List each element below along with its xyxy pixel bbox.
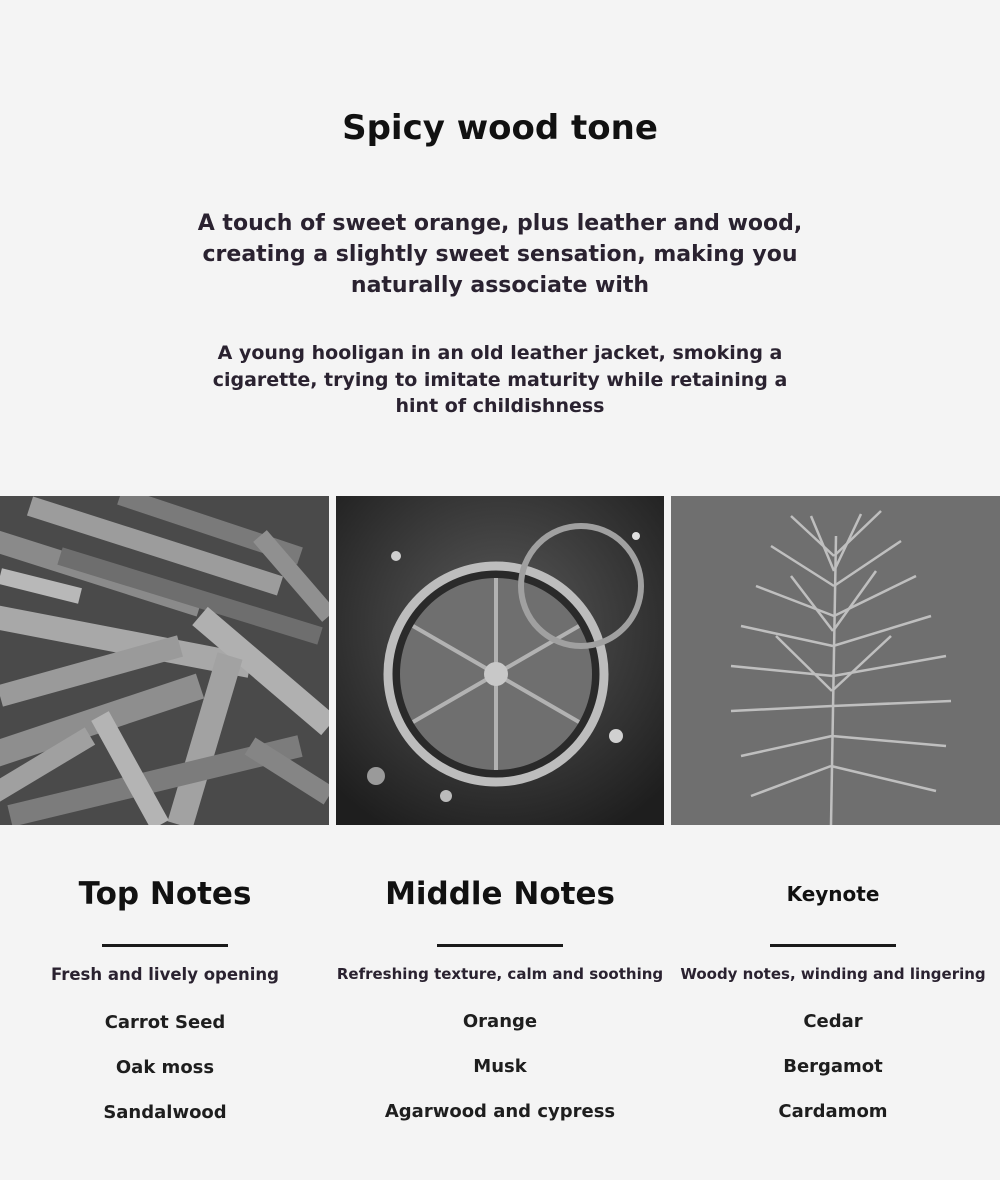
keynote-subtitle: Woody notes, winding and lingering [680,965,986,983]
keynote-divider [770,944,896,947]
list-item: Oak moss [115,1057,215,1078]
middle-notes-divider [437,944,563,947]
keynote-heading: Keynote [786,882,880,906]
description-text: A touch of sweet orange, plus leather and wood, creating a slightly sweet sensation, making you naturally associate with [197,211,803,298]
list-item: Cedar [803,1011,863,1032]
list-item: Cardamom [778,1101,888,1122]
middle-notes-subtitle: Refreshing texture, calm and soothing [336,965,664,983]
list-item: Sandalwood [103,1102,227,1123]
list-item: Bergamot [783,1056,883,1077]
cypress-branch-image [671,496,1000,825]
sandalwood-sticks-image [0,496,329,825]
photo-strip [0,496,1000,825]
list-item: Carrot Seed [104,1012,226,1033]
list-item: Agarwood and cypress [384,1101,616,1122]
top-notes-divider [102,944,228,947]
base-notes-column [668,870,998,1134]
orange-slice-image [336,496,664,825]
middle-notes-heading: Middle Notes [385,876,615,912]
top-notes-column [0,870,330,1135]
list-item: Musk [473,1056,527,1077]
list-item: Orange [462,1011,538,1032]
middle-notes-column [335,870,665,1134]
page-title: Spicy wood tone [342,108,658,148]
top-notes-heading: Top Notes [78,876,252,912]
story-text: A young hooligan in an old leather jacket, smoking a cigarette, trying to imitate maturity while retaining a hint of childishness [212,342,788,417]
top-notes-subtitle: Fresh and lively opening [50,965,279,984]
